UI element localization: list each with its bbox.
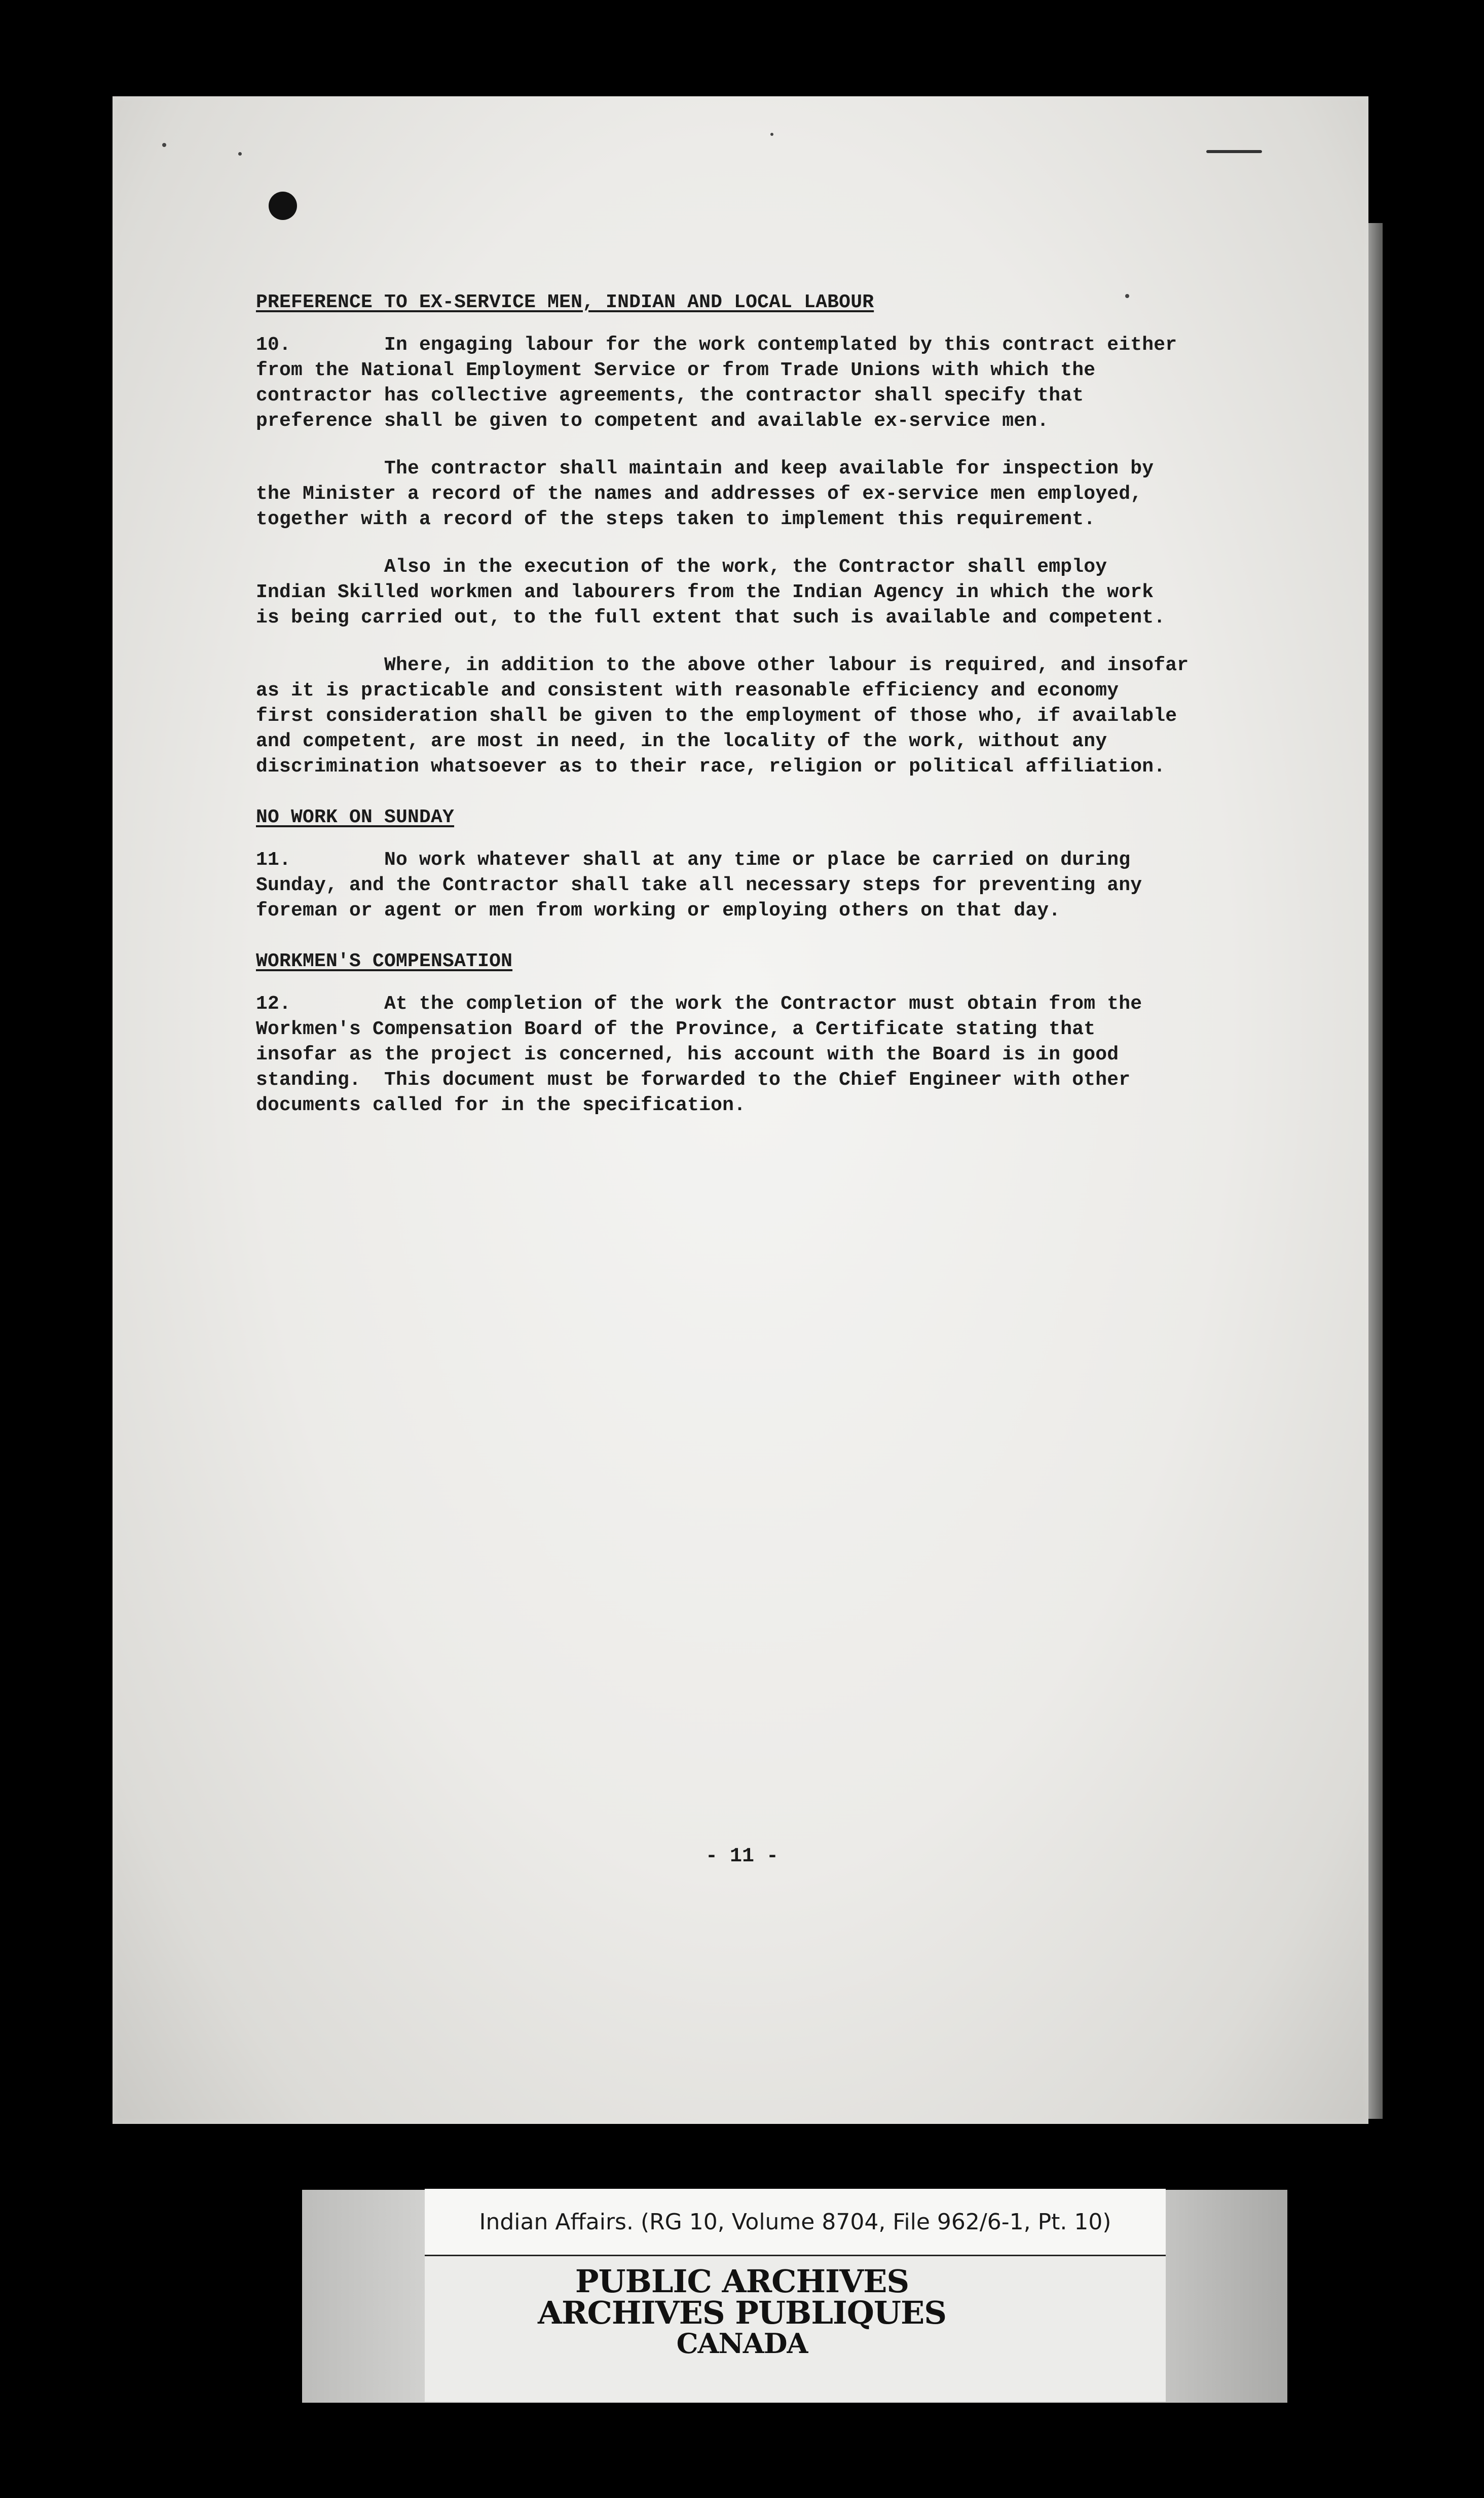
paragraph-line: Where, in addition to the above other labour is required, and insofar bbox=[256, 654, 1189, 676]
paragraph-line: insofar as the project is concerned, his account with the Board is in good bbox=[256, 1044, 1119, 1066]
section-heading: PREFERENCE TO EX-SERVICE MEN, INDIAN AND LOCAL LABOUR bbox=[256, 291, 874, 313]
page-number: - 11 - bbox=[705, 1845, 779, 1868]
document-body bbox=[256, 290, 1270, 1118]
punch-hole bbox=[269, 192, 297, 220]
archive-stamp-line-en: PUBLIC ARCHIVES bbox=[575, 2263, 909, 2300]
speck bbox=[162, 143, 166, 147]
section-preference bbox=[256, 290, 1270, 780]
paragraph-line: 12. At the completion of the work the Contractor must obtain from the bbox=[256, 993, 1142, 1015]
paragraph-line: foreman or agent or men from working or employing others on that day. bbox=[256, 900, 1061, 922]
paragraph-line: Also in the execution of the work, the Contractor shall employ bbox=[256, 556, 1107, 578]
paragraph-line: Sunday, and the Contractor shall take all necessary steps for preventing any bbox=[256, 874, 1142, 896]
paragraph-line: discrimination whatsoever as to their race, religion or political affiliation. bbox=[256, 756, 1166, 778]
paragraph-line: documents called for in the specification. bbox=[256, 1094, 746, 1116]
paragraph-line: first consideration shall be given to the employment of those who, if available bbox=[256, 705, 1177, 727]
paragraph-line: standing. This document must be forwarded to the Chief Engineer with other bbox=[256, 1069, 1131, 1091]
page-edge-shadow bbox=[1368, 223, 1383, 2119]
paragraph-line: preference shall be given to competent and available ex-service men. bbox=[256, 410, 1049, 432]
paragraph-line: 10. In engaging labour for the work contemplated by this contract either bbox=[256, 334, 1177, 356]
paragraph-line: is being carried out, to the full extent that such is available and competent. bbox=[256, 607, 1166, 629]
paragraph-line: contractor has collective agreements, the contractor shall specify that bbox=[256, 385, 1084, 407]
archive-stamp bbox=[0, 2263, 1484, 2360]
section-heading: NO WORK ON SUNDAY bbox=[256, 806, 455, 828]
paragraph-line: Workmen's Compensation Board of the Province, a Certificate stating that bbox=[256, 1018, 1096, 1040]
archive-reference-strip bbox=[425, 2189, 1166, 2256]
archive-stamp-line-country: CANADA bbox=[676, 2327, 808, 2360]
paragraph-line: The contractor shall maintain and keep available for inspection by bbox=[256, 458, 1154, 480]
paragraph-line: together with a record of the steps taken to implement this requirement. bbox=[256, 508, 1096, 530]
section-no-work-sunday bbox=[256, 805, 1270, 924]
corner-mark bbox=[1206, 150, 1262, 153]
speck bbox=[770, 133, 773, 136]
section-heading: WORKMEN'S COMPENSATION bbox=[256, 950, 513, 972]
paragraph-line: 11. No work whatever shall at any time or place be carried on during bbox=[256, 849, 1131, 871]
paragraph-line: Indian Skilled workmen and labourers from the Indian Agency in which the work bbox=[256, 581, 1154, 603]
archive-reference-text: Indian Affairs. (RG 10, Volume 8704, File 962/6-1, Pt. 10) bbox=[479, 2209, 1111, 2235]
archive-stamp-line-fr: ARCHIVES PUBLIQUES bbox=[537, 2294, 947, 2331]
paragraph-line: and competent, are most in need, in the locality of the work, without any bbox=[256, 730, 1107, 752]
paragraph-line: as it is practicable and consistent with reasonable efficiency and economy bbox=[256, 680, 1119, 702]
section-workmens-compensation bbox=[256, 949, 1270, 1118]
speck bbox=[238, 152, 242, 156]
paragraph-line: the Minister a record of the names and addresses of ex-service men employed, bbox=[256, 483, 1142, 505]
paragraph-line: from the National Employment Service or from Trade Unions with which the bbox=[256, 359, 1096, 381]
